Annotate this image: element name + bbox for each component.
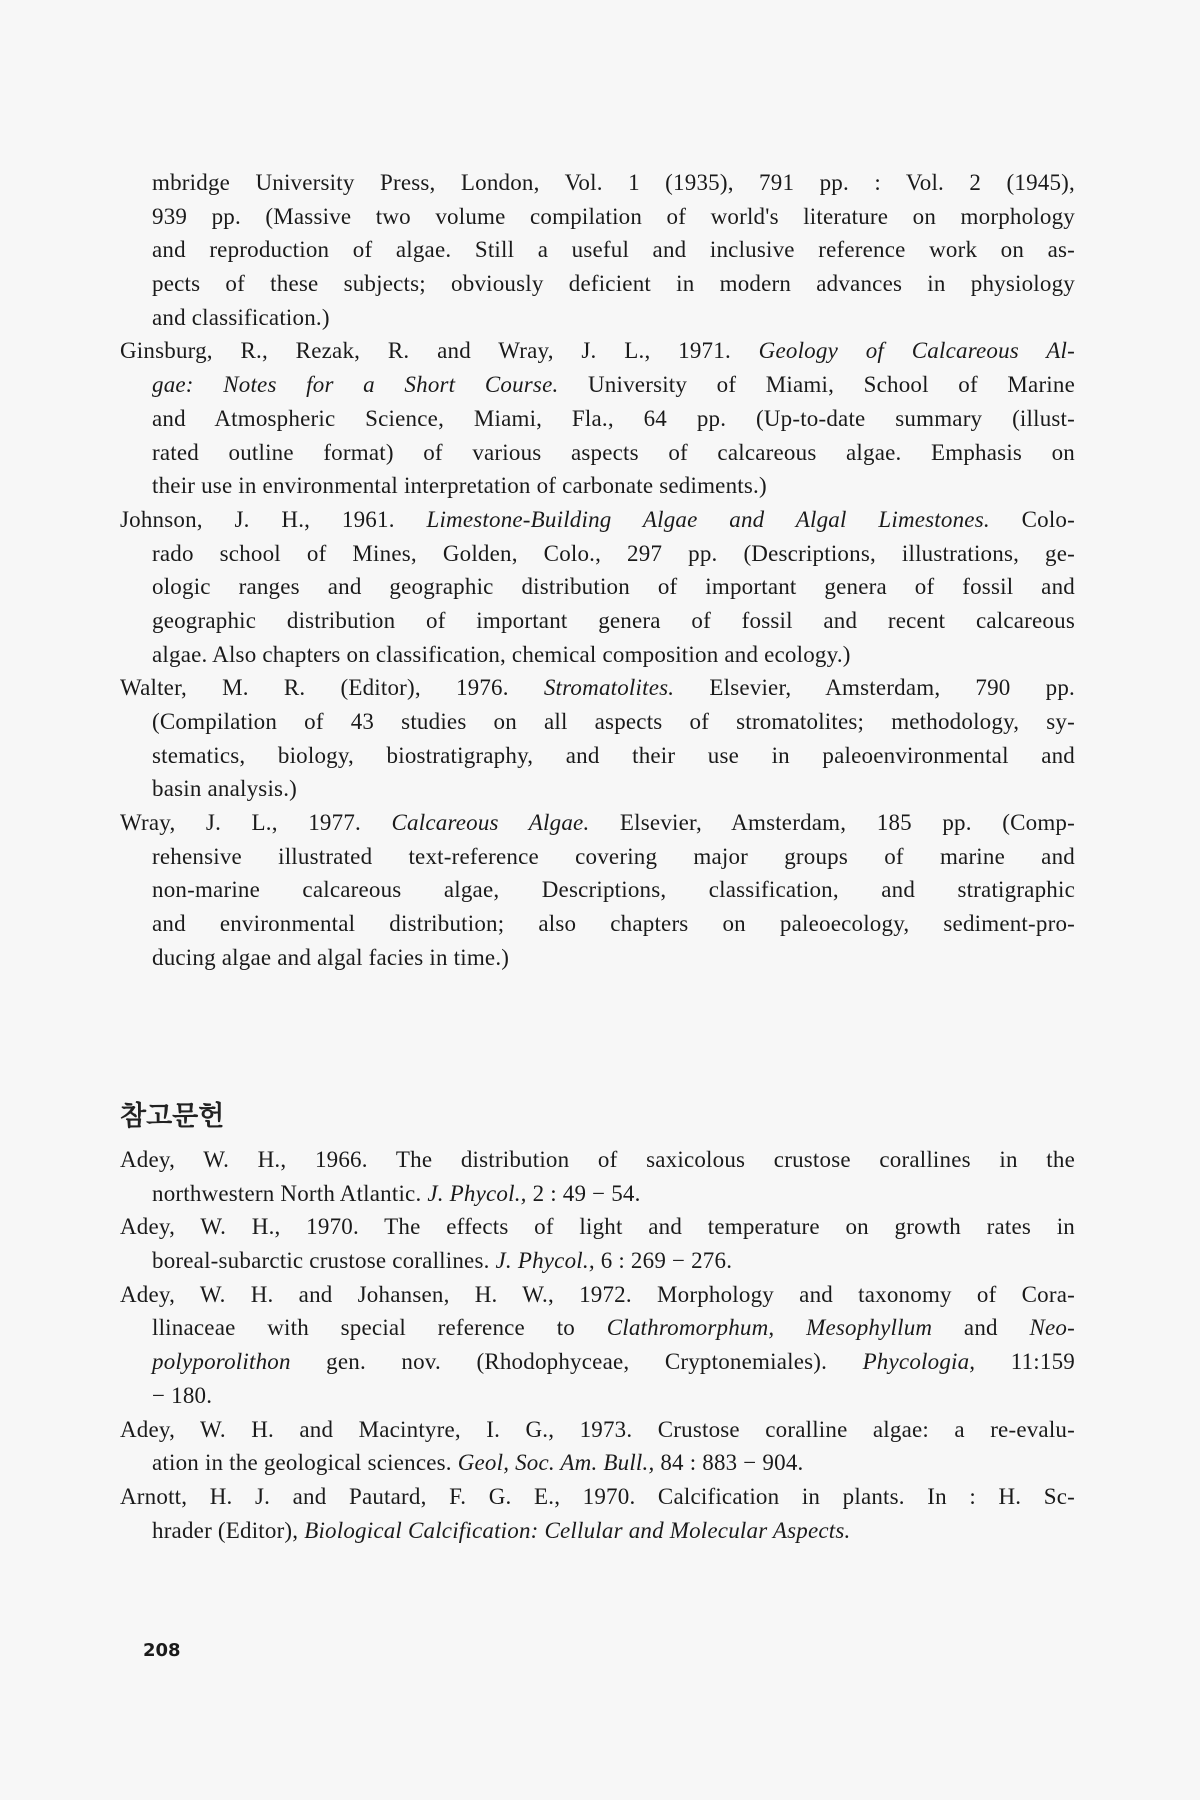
text-segment: ation in the geological sciences. [152, 1450, 458, 1476]
text-segment: ologic ranges and geographic distribution of important genera of fossil and [152, 574, 1075, 600]
text-segment: pects of these subjects; obviously deficient in modern advances in physiology [152, 271, 1075, 297]
text-line [120, 368, 1075, 402]
italic-title: Biological Calcification: Cellular and Molecular Aspects. [304, 1517, 851, 1543]
text-line [120, 1480, 1075, 1514]
text-line [120, 671, 1075, 705]
text-segment: 84 : 883 − 904. [654, 1450, 804, 1476]
text-segment: Adey, W. H. and Johansen, H. W., 1972. Morphology and taxonomy of Cora- [120, 1281, 1075, 1307]
text-segment: Colo- [989, 506, 1075, 532]
text-line [120, 1446, 1075, 1480]
text-segment: Wray, J. L., 1977. [120, 810, 392, 836]
italic-title: Neo- [1029, 1315, 1075, 1341]
text-line [120, 537, 1075, 571]
text-line [120, 705, 1075, 739]
text-line [120, 1143, 1075, 1177]
text-segment: boreal-subarctic crustose corallines. [152, 1248, 496, 1274]
text-segment: Walter, M. R. (Editor), 1976. [120, 675, 544, 701]
text-line [120, 806, 1075, 840]
text-segment: Adey, W. H. and Macintyre, I. G., 1973. Crustose coralline algae: a re-evalu- [120, 1416, 1075, 1442]
italic-title: J. Phycol., [495, 1248, 595, 1274]
text-line [120, 1311, 1075, 1345]
italic-title: polyporolithon [152, 1349, 291, 1375]
text-segment: Elsevier, Amsterdam, 185 pp. (Comp- [589, 810, 1075, 836]
reference-entry [120, 1413, 1075, 1480]
text-segment: and environmental distribution; also chapters on paleoecology, sediment-pro- [152, 911, 1075, 937]
reference-entry [120, 671, 1075, 806]
text-line [120, 739, 1075, 773]
reference-entry [120, 334, 1075, 502]
text-line [120, 772, 1075, 806]
text-segment: University of Miami, School of Marine [558, 372, 1075, 398]
text-line [120, 941, 1075, 975]
text-line [120, 1210, 1075, 1244]
text-line [120, 1413, 1075, 1447]
text-line [120, 1244, 1075, 1278]
text-line [120, 1177, 1075, 1211]
italic-title: gae: Notes for a Short Course. [152, 372, 559, 398]
text-segment: Elsevier, Amsterdam, 790 pp. [674, 675, 1075, 701]
reference-entry [120, 1480, 1075, 1547]
text-segment: 2 : 49 − 54. [526, 1180, 641, 1206]
text-line [120, 907, 1075, 941]
text-segment: Adey, W. H., 1970. The effects of light and temperature on growth rates in [120, 1214, 1075, 1240]
text-line [120, 200, 1075, 234]
references-list [120, 1143, 1075, 1547]
text-segment: Ginsburg, R., Rezak, R. and Wray, J. L., 1971. [120, 338, 759, 364]
text-segment: llinaceae with special reference to [152, 1315, 607, 1341]
text-line [120, 873, 1075, 907]
text-line [120, 638, 1075, 672]
italic-title: Geol, Soc. Am. Bull., [457, 1450, 655, 1476]
text-segment: northwestern North Atlantic. [152, 1180, 428, 1206]
text-segment: ducing algae and algal facies in time.) [152, 944, 510, 970]
italic-title: Limestone-Building Algae and Algal Limestones. [426, 506, 990, 532]
text-segment: basin analysis.) [152, 776, 298, 802]
text-line [120, 1514, 1075, 1548]
text-segment: 11:159 [975, 1349, 1075, 1375]
text-segment: geographic distribution of important genera of fossil and recent calcareous [152, 607, 1075, 633]
text-segment: algae. Also chapters on classification, chemical composition and ecology.) [152, 641, 851, 667]
text-segment: 939 pp. (Massive two volume compilation of world's literature on morphology [152, 203, 1075, 229]
reference-entry [120, 1143, 1075, 1210]
reference-entry [120, 503, 1075, 671]
text-line [120, 334, 1075, 368]
text-segment: and [932, 1315, 1030, 1341]
text-segment: non-marine calcareous algae, Descriptions, classification, and stratigraphic [152, 877, 1075, 903]
text-line [120, 604, 1075, 638]
reference-entry [120, 1278, 1075, 1413]
text-line [120, 1379, 1075, 1413]
italic-title: Stromatolites. [543, 675, 675, 701]
text-line [120, 436, 1075, 470]
text-line [120, 166, 1075, 200]
text-segment: rado school of Mines, Golden, Colo., 297 pp. (Descriptions, illustrations, ge- [152, 540, 1075, 566]
text-segment: hrader (Editor), [152, 1517, 305, 1543]
text-segment: and classification.) [152, 304, 330, 330]
text-segment: Johnson, J. H., 1961. [120, 506, 427, 532]
text-segment: 6 : 269 − 276. [594, 1248, 733, 1274]
text-segment: gen. nov. (Rhodophyceae, Cryptonemiales). [290, 1349, 863, 1375]
text-segment: Arnott, H. J. and Pautard, F. G. E., 1970. Calcification in plants. In : H. Sc- [120, 1483, 1075, 1509]
text-line [120, 840, 1075, 874]
text-line [120, 301, 1075, 335]
bibliography-annotated [120, 166, 1075, 975]
references-heading: 참고문헌 [120, 1101, 225, 1132]
text-segment: their use in environmental interpretation of carbonate sediments.) [152, 473, 767, 499]
page-number: 208 [143, 1640, 181, 1661]
italic-title: Phycologia, [862, 1349, 976, 1375]
text-segment: rehensive illustrated text-reference covering major groups of marine and [152, 843, 1075, 869]
italic-title: Clathromorphum, Mesophyllum [606, 1315, 933, 1341]
text-segment: stematics, biology, biostratigraphy, and their use in paleoenvironmental and [152, 742, 1075, 768]
text-line [120, 469, 1075, 503]
text-segment: rated outline format) of various aspects of calcareous algae. Emphasis on [152, 439, 1075, 465]
italic-title: Calcareous Algae. [391, 810, 590, 836]
text-segment: and reproduction of algae. Still a useful and inclusive reference work on as- [152, 237, 1075, 263]
text-line [120, 233, 1075, 267]
italic-title: J. Phycol., [427, 1180, 527, 1206]
text-segment: and Atmospheric Science, Miami, Fla., 64 pp. (Up-to-date summary (illust- [152, 405, 1075, 431]
italic-title: Geology of Calcareous Al- [758, 338, 1075, 364]
text-line [120, 402, 1075, 436]
reference-entry [120, 166, 1075, 334]
text-line [120, 570, 1075, 604]
text-line [120, 503, 1075, 537]
text-line [120, 1278, 1075, 1312]
reference-entry [120, 806, 1075, 974]
text-segment: − 180. [152, 1382, 213, 1408]
text-line [120, 1345, 1075, 1379]
reference-entry [120, 1210, 1075, 1277]
text-line [120, 267, 1075, 301]
text-segment: (Compilation of 43 studies on all aspects of stromatolites; methodology, sy- [152, 709, 1075, 734]
text-segment: Adey, W. H., 1966. The distribution of saxicolous crustose corallines in the [120, 1147, 1075, 1172]
text-segment: mbridge University Press, London, Vol. 1 (1935), 791 pp. : Vol. 2 (1945), [152, 170, 1075, 195]
